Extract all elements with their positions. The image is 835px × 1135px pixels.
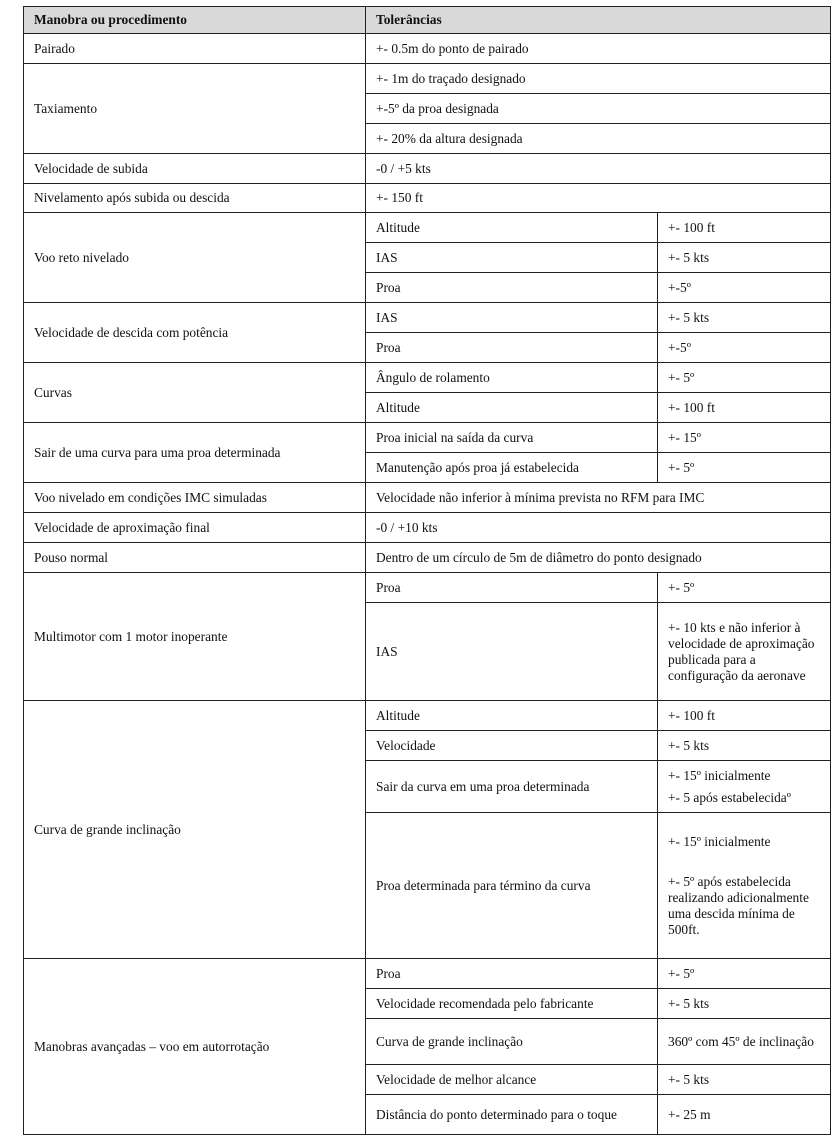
maneuver-cell: Taxiamento bbox=[24, 64, 366, 154]
tolerance-cell: +- 100 ft bbox=[658, 393, 831, 423]
parameter-cell: Proa bbox=[366, 959, 658, 989]
parameter-cell: Altitude bbox=[366, 701, 658, 731]
header-maneuver: Manobra ou procedimento bbox=[24, 7, 366, 34]
tolerance-cell: Dentro de um círculo de 5m de diâmetro do ponto designado bbox=[366, 543, 831, 573]
maneuver-cell: Velocidade de aproximação final bbox=[24, 513, 366, 543]
parameter-cell: Velocidade bbox=[366, 731, 658, 761]
parameter-cell: Distância do ponto determinado para o toque bbox=[366, 1095, 658, 1135]
maneuver-cell: Velocidade de descida com potência bbox=[24, 303, 366, 363]
tolerance-cell: +- 25 m bbox=[658, 1095, 831, 1135]
parameter-cell: IAS bbox=[366, 303, 658, 333]
tolerance-cell: -0 / +10 kts bbox=[366, 513, 831, 543]
maneuver-cell: Voo nivelado em condições IMC simuladas bbox=[24, 483, 366, 513]
tolerance-cell: +- 20% da altura designada bbox=[366, 124, 831, 154]
maneuver-cell: Nivelamento após subida ou descida bbox=[24, 184, 366, 213]
tolerance-cell: +- 5º bbox=[658, 959, 831, 989]
maneuver-cell: Manobras avançadas – voo em autorrotação bbox=[24, 959, 366, 1135]
maneuver-cell: Voo reto nivelado bbox=[24, 213, 366, 303]
parameter-cell: IAS bbox=[366, 603, 658, 701]
tolerance-cell: +- 5º bbox=[658, 453, 831, 483]
tolerance-line: +- 5 após estabelecidaº bbox=[668, 789, 791, 805]
tolerance-cell: +- 5º bbox=[658, 573, 831, 603]
tolerance-cell: +- 5 kts bbox=[658, 731, 831, 761]
tolerance-cell: +- 5º bbox=[658, 363, 831, 393]
tolerance-cell: +-5º bbox=[658, 273, 831, 303]
tolerance-line: +- 15º inicialmente bbox=[668, 767, 771, 783]
maneuver-cell: Curvas bbox=[24, 363, 366, 423]
tolerance-cell: +- 150 ft bbox=[366, 184, 831, 213]
maneuver-cell: Velocidade de subida bbox=[24, 154, 366, 184]
maneuver-cell: Pouso normal bbox=[24, 543, 366, 573]
tolerance-cell: -0 / +5 kts bbox=[366, 154, 831, 184]
parameter-cell: Proa determinada para término da curva bbox=[366, 813, 658, 959]
tolerance-cell bbox=[658, 761, 831, 813]
maneuver-cell: Curva de grande inclinação bbox=[24, 701, 366, 959]
parameter-cell: Velocidade recomendada pelo fabricante bbox=[366, 989, 658, 1019]
tolerance-line: +- 5º após estabelecida realizando adicionalmente uma descida mínima de 500ft. bbox=[668, 873, 809, 937]
tolerance-cell: +-5º da proa designada bbox=[366, 94, 831, 124]
tolerance-cell: +- 100 ft bbox=[658, 701, 831, 731]
parameter-cell: Proa bbox=[366, 573, 658, 603]
tolerance-cell: +- 100 ft bbox=[658, 213, 831, 243]
parameter-cell: Velocidade de melhor alcance bbox=[366, 1065, 658, 1095]
maneuver-cell: Multimotor com 1 motor inoperante bbox=[24, 573, 366, 701]
tolerance-cell: +- 5 kts bbox=[658, 243, 831, 273]
parameter-cell: Manutenção após proa já estabelecida bbox=[366, 453, 658, 483]
parameter-cell: Proa bbox=[366, 333, 658, 363]
parameter-cell: Curva de grande inclinação bbox=[366, 1019, 658, 1065]
tolerance-cell: +- 5 kts bbox=[658, 303, 831, 333]
parameter-cell: Sair da curva em uma proa determinada bbox=[366, 761, 658, 813]
tolerances-table bbox=[23, 6, 831, 1135]
parameter-cell: Altitude bbox=[366, 213, 658, 243]
parameter-cell: Ângulo de rolamento bbox=[366, 363, 658, 393]
tolerance-cell: +- 10 kts e não inferior à velocidade de aproximação publicada para a configuração da aeronave bbox=[658, 603, 831, 701]
tolerance-cell: +- 0.5m do ponto de pairado bbox=[366, 34, 831, 64]
parameter-cell: Proa bbox=[366, 273, 658, 303]
spacer bbox=[668, 850, 822, 874]
tolerance-line: +- 15º inicialmente bbox=[668, 833, 771, 849]
tolerance-cell: +- 5 kts bbox=[658, 989, 831, 1019]
tolerance-cell: 360º com 45º de inclinação bbox=[658, 1019, 831, 1065]
maneuver-cell: Sair de uma curva para uma proa determinada bbox=[24, 423, 366, 483]
parameter-cell: IAS bbox=[366, 243, 658, 273]
header-tolerances: Tolerâncias bbox=[366, 7, 831, 34]
tolerance-cell: +-5º bbox=[658, 333, 831, 363]
tolerance-cell: +- 1m do traçado designado bbox=[366, 64, 831, 94]
tolerance-cell: +- 15º bbox=[658, 423, 831, 453]
parameter-cell: Proa inicial na saída da curva bbox=[366, 423, 658, 453]
parameter-cell: Altitude bbox=[366, 393, 658, 423]
tolerance-cell bbox=[658, 813, 831, 959]
tolerance-cell: Velocidade não inferior à mínima prevista no RFM para IMC bbox=[366, 483, 831, 513]
tolerance-cell: +- 5 kts bbox=[658, 1065, 831, 1095]
maneuver-cell: Pairado bbox=[24, 34, 366, 64]
